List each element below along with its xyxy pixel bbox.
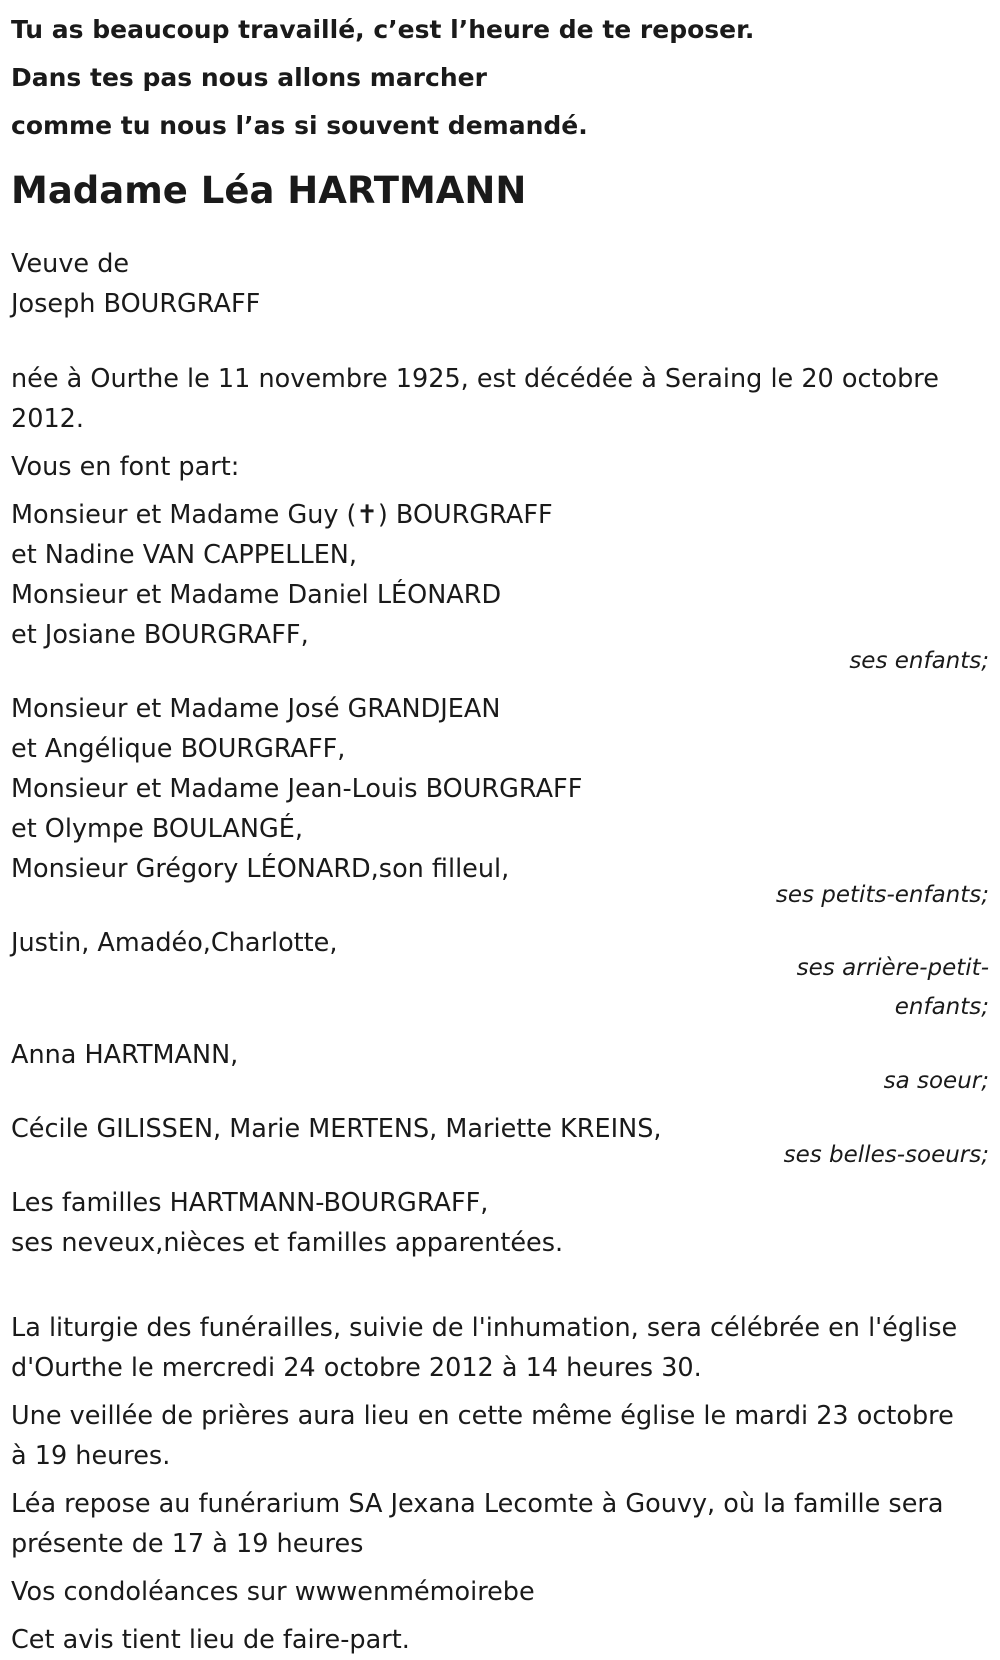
sisters-in-law-role: ses belles-soeurs; bbox=[783, 1142, 989, 1168]
children-group bbox=[11, 495, 989, 681]
funeral-home-line-1: Léa repose au funérarium SA Jexana Lecomte à Gouvy, où la famille sera bbox=[11, 1489, 944, 1519]
deceased-name: Madame Léa HARTMANN bbox=[11, 169, 527, 212]
sisters-in-law-line: Cécile GILISSEN, Marie MERTENS, Mariette KREINS, bbox=[11, 1114, 662, 1144]
spouse-name: Joseph BOURGRAFF bbox=[11, 289, 261, 319]
epitaph-poem bbox=[11, 0, 989, 150]
grandchildren-group bbox=[11, 689, 989, 915]
grandchildren-line: et Olympe BOULANGÉ, bbox=[11, 814, 303, 844]
families-group bbox=[11, 1183, 989, 1263]
closing-note: Cet avis tient lieu de faire-part. bbox=[11, 1625, 410, 1655]
funeral-home-paragraph bbox=[11, 1484, 989, 1564]
grandchildren-line: et Angélique BOURGRAFF, bbox=[11, 734, 346, 764]
grandchildren-line: Monsieur et Madame José GRANDJEAN bbox=[11, 694, 501, 724]
funeral-home-line-2: présente de 17 à 19 heures bbox=[11, 1529, 364, 1559]
grandchildren-line: Monsieur et Madame Jean-Louis BOURGRAFF bbox=[11, 774, 583, 804]
grandchildren-role: ses petits-enfants; bbox=[775, 882, 989, 908]
poem-line-3: comme tu nous l’as si souvent demandé. bbox=[11, 111, 588, 140]
birth-death-line-2: 2012. bbox=[11, 404, 85, 434]
poem-line-2: Dans tes pas nous allons marcher bbox=[11, 63, 487, 92]
liturgy-line-2: d'Ourthe le mercredi 24 octobre 2012 à 14 heures 30. bbox=[11, 1353, 702, 1383]
condolences-note: Vos condoléances sur wwwenmémoirebe bbox=[11, 1577, 535, 1607]
liturgy-line-1: La liturgie des funérailles, suivie de l'inhumation, sera célébrée en l'église bbox=[11, 1313, 958, 1343]
sister-group bbox=[11, 1035, 989, 1101]
families-line-2: ses neveux,nièces et familles apparentées. bbox=[11, 1228, 564, 1258]
families-line-1: Les familles HARTMANN-BOURGRAFF, bbox=[11, 1188, 489, 1218]
children-line: Monsieur et Madame Daniel LÉONARD bbox=[11, 580, 502, 610]
grandchildren-line: Monsieur Grégory LÉONARD,son filleul, bbox=[11, 854, 510, 884]
children-line: Monsieur et Madame Guy (✝) BOURGRAFF bbox=[11, 500, 553, 530]
great-grandchildren-group bbox=[11, 923, 989, 1027]
poem-line-1: Tu as beaucoup travaillé, c’est l’heure de te reposer. bbox=[11, 15, 755, 44]
vigil-paragraph bbox=[11, 1396, 989, 1476]
vigil-line-2: à 19 heures. bbox=[11, 1441, 171, 1471]
announce-intro: Vous en font part: bbox=[11, 452, 240, 482]
widow-label: Veuve de bbox=[11, 249, 130, 279]
children-line: et Josiane BOURGRAFF, bbox=[11, 620, 309, 650]
vigil-line-1: Une veillée de prières aura lieu en cette même église le mardi 23 octobre bbox=[11, 1401, 954, 1431]
widow-section bbox=[11, 244, 989, 324]
sister-line: Anna HARTMANN, bbox=[11, 1040, 239, 1070]
sisters-in-law-group bbox=[11, 1109, 989, 1175]
great-grandchildren-line: Justin, Amadéo,Charlotte, bbox=[11, 928, 338, 958]
birth-death-statement bbox=[11, 359, 989, 439]
children-role: ses enfants; bbox=[849, 648, 989, 674]
children-line: et Nadine VAN CAPPELLEN, bbox=[11, 540, 357, 570]
great-grandchildren-role-line-2: enfants; bbox=[894, 994, 989, 1020]
birth-death-line-1: née à Ourthe le 11 novembre 1925, est décédée à Seraing le 20 octobre bbox=[11, 364, 939, 394]
liturgy-paragraph bbox=[11, 1308, 989, 1388]
sister-role: sa soeur; bbox=[883, 1068, 989, 1094]
great-grandchildren-role-line-1: ses arrière-petit- bbox=[796, 955, 989, 981]
